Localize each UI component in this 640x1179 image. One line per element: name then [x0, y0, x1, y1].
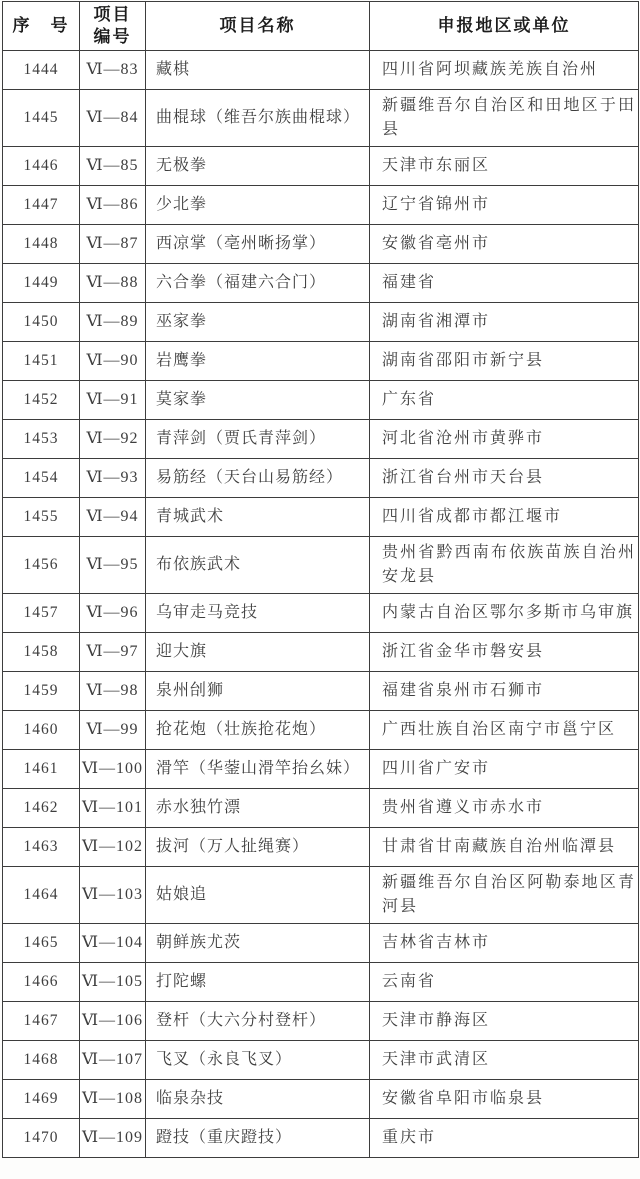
table-row — [3, 1119, 639, 1158]
project-name-cell: 藏棋 — [146, 51, 370, 90]
table-row — [3, 342, 639, 381]
serial-number-cell: 1470 — [3, 1119, 80, 1158]
project-code-cell: Ⅵ—92 — [80, 420, 146, 459]
project-name-cell: 巫家拳 — [146, 303, 370, 342]
declaring-region-cell: 新疆维吾尔自治区和田地区于田县 — [370, 90, 639, 147]
declaring-region-cell: 贵州省黔西南布依族苗族自治州安龙县 — [370, 537, 639, 594]
table-row — [3, 225, 639, 264]
project-name-cell: 青城武术 — [146, 498, 370, 537]
serial-number-cell: 1461 — [3, 750, 80, 789]
serial-number-cell: 1450 — [3, 303, 80, 342]
declaring-region-cell: 河北省沧州市黄骅市 — [370, 420, 639, 459]
declaring-region-cell: 福建省泉州市石狮市 — [370, 672, 639, 711]
project-name-cell: 姑娘追 — [146, 867, 370, 924]
declaring-region-cell: 四川省广安市 — [370, 750, 639, 789]
table-row — [3, 420, 639, 459]
project-code-cell: Ⅵ—101 — [80, 789, 146, 828]
project-code-cell: Ⅵ—109 — [80, 1119, 146, 1158]
serial-number-cell: 1449 — [3, 264, 80, 303]
declaring-region-cell: 湖南省湘潭市 — [370, 303, 639, 342]
project-name-cell: 打陀螺 — [146, 963, 370, 1002]
project-name-cell: 西凉掌（亳州晰扬掌） — [146, 225, 370, 264]
table-row — [3, 750, 639, 789]
project-code-cell: Ⅵ—94 — [80, 498, 146, 537]
table-row — [3, 51, 639, 90]
table-row — [3, 1080, 639, 1119]
heritage-list-table — [2, 1, 639, 1158]
project-code-cell: Ⅵ—93 — [80, 459, 146, 498]
project-name-cell: 无极拳 — [146, 147, 370, 186]
project-name-cell: 布依族武术 — [146, 537, 370, 594]
declaring-region-cell: 吉林省吉林市 — [370, 924, 639, 963]
declaring-region-cell: 重庆市 — [370, 1119, 639, 1158]
declaring-region-cell: 甘肃省甘南藏族自治州临潭县 — [370, 828, 639, 867]
serial-number-cell: 1466 — [3, 963, 80, 1002]
table-row — [3, 789, 639, 828]
table-row — [3, 924, 639, 963]
declaring-region-cell: 新疆维吾尔自治区阿勒泰地区青河县 — [370, 867, 639, 924]
table-row — [3, 498, 639, 537]
project-code-cell: Ⅵ—108 — [80, 1080, 146, 1119]
serial-number-cell: 1469 — [3, 1080, 80, 1119]
table-row — [3, 264, 639, 303]
declaring-region-cell: 四川省成都市都江堰市 — [370, 498, 639, 537]
serial-number-cell: 1452 — [3, 381, 80, 420]
table-row — [3, 1041, 639, 1080]
table-row — [3, 963, 639, 1002]
project-name-cell: 临泉杂技 — [146, 1080, 370, 1119]
declaring-region-cell: 内蒙古自治区鄂尔多斯市乌审旗 — [370, 594, 639, 633]
project-code-cell: Ⅵ—91 — [80, 381, 146, 420]
project-code-cell: Ⅵ—95 — [80, 537, 146, 594]
declaring-region-cell: 浙江省台州市天台县 — [370, 459, 639, 498]
serial-number-cell: 1444 — [3, 51, 80, 90]
serial-number-cell: 1467 — [3, 1002, 80, 1041]
table-row — [3, 672, 639, 711]
serial-number-cell: 1457 — [3, 594, 80, 633]
project-code-cell: Ⅵ—96 — [80, 594, 146, 633]
project-name-cell: 蹬技（重庆蹬技） — [146, 1119, 370, 1158]
table-row — [3, 711, 639, 750]
table-row — [3, 867, 639, 924]
declaring-region-cell: 浙江省金华市磐安县 — [370, 633, 639, 672]
serial-number-cell: 1460 — [3, 711, 80, 750]
table-row — [3, 828, 639, 867]
serial-number-cell: 1448 — [3, 225, 80, 264]
project-name-cell: 易筋经（天台山易筋经） — [146, 459, 370, 498]
column-header-project-code: 项目编号 — [80, 2, 146, 51]
declaring-region-cell: 辽宁省锦州市 — [370, 186, 639, 225]
project-name-cell: 莫家拳 — [146, 381, 370, 420]
project-name-cell: 少北拳 — [146, 186, 370, 225]
serial-number-cell: 1454 — [3, 459, 80, 498]
declaring-region-cell: 安徽省阜阳市临泉县 — [370, 1080, 639, 1119]
project-name-cell: 岩鹰拳 — [146, 342, 370, 381]
declaring-region-cell: 云南省 — [370, 963, 639, 1002]
serial-number-cell: 1462 — [3, 789, 80, 828]
declaring-region-cell: 贵州省遵义市赤水市 — [370, 789, 639, 828]
declaring-region-cell: 天津市武清区 — [370, 1041, 639, 1080]
table-row — [3, 147, 639, 186]
project-name-cell: 登杆（大六分村登杆） — [146, 1002, 370, 1041]
column-header-declaring-region: 申报地区或单位 — [370, 2, 639, 51]
project-code-cell: Ⅵ—100 — [80, 750, 146, 789]
project-code-cell: Ⅵ—86 — [80, 186, 146, 225]
project-code-cell: Ⅵ—99 — [80, 711, 146, 750]
table-row — [3, 594, 639, 633]
serial-number-cell: 1446 — [3, 147, 80, 186]
table-row — [3, 633, 639, 672]
project-code-cell: Ⅵ—87 — [80, 225, 146, 264]
project-name-cell: 乌审走马竞技 — [146, 594, 370, 633]
project-code-cell: Ⅵ—107 — [80, 1041, 146, 1080]
declaring-region-cell: 四川省阿坝藏族羌族自治州 — [370, 51, 639, 90]
project-name-cell: 泉州刣狮 — [146, 672, 370, 711]
serial-number-cell: 1465 — [3, 924, 80, 963]
table-body — [3, 51, 639, 1158]
declaring-region-cell: 福建省 — [370, 264, 639, 303]
serial-number-cell: 1464 — [3, 867, 80, 924]
project-name-cell: 曲棍球（维吾尔族曲棍球） — [146, 90, 370, 147]
project-code-cell: Ⅵ—83 — [80, 51, 146, 90]
table-row — [3, 303, 639, 342]
column-header-serial-number: 序 号 — [3, 2, 80, 51]
project-code-cell: Ⅵ—102 — [80, 828, 146, 867]
declaring-region-cell: 广西壮族自治区南宁市邕宁区 — [370, 711, 639, 750]
serial-number-cell: 1447 — [3, 186, 80, 225]
serial-number-cell: 1459 — [3, 672, 80, 711]
project-name-cell: 赤水独竹漂 — [146, 789, 370, 828]
declaring-region-cell: 广东省 — [370, 381, 639, 420]
table-row — [3, 186, 639, 225]
declaring-region-cell: 安徽省亳州市 — [370, 225, 639, 264]
table-row — [3, 537, 639, 594]
table-row — [3, 1002, 639, 1041]
project-code-cell: Ⅵ—97 — [80, 633, 146, 672]
project-code-cell: Ⅵ—98 — [80, 672, 146, 711]
table-row — [3, 90, 639, 147]
project-code-cell: Ⅵ—106 — [80, 1002, 146, 1041]
serial-number-cell: 1455 — [3, 498, 80, 537]
project-code-cell: Ⅵ—88 — [80, 264, 146, 303]
serial-number-cell: 1468 — [3, 1041, 80, 1080]
declaring-region-cell: 天津市静海区 — [370, 1002, 639, 1041]
table-header-row — [3, 2, 639, 51]
serial-number-cell: 1451 — [3, 342, 80, 381]
project-name-cell: 青萍剑（贾氏青萍剑） — [146, 420, 370, 459]
project-name-cell: 朝鲜族尤茨 — [146, 924, 370, 963]
serial-number-cell: 1463 — [3, 828, 80, 867]
table-row — [3, 381, 639, 420]
project-name-cell: 抢花炮（壮族抢花炮） — [146, 711, 370, 750]
project-name-cell: 六合拳（福建六合门） — [146, 264, 370, 303]
project-code-cell: Ⅵ—103 — [80, 867, 146, 924]
table-row — [3, 459, 639, 498]
serial-number-cell: 1456 — [3, 537, 80, 594]
project-code-cell: Ⅵ—84 — [80, 90, 146, 147]
column-header-project-name: 项目名称 — [146, 2, 370, 51]
declaring-region-cell: 湖南省邵阳市新宁县 — [370, 342, 639, 381]
project-name-cell: 拔河（万人扯绳赛） — [146, 828, 370, 867]
project-name-cell: 滑竿（华蓥山滑竿抬幺妹） — [146, 750, 370, 789]
serial-number-cell: 1445 — [3, 90, 80, 147]
project-code-cell: Ⅵ—85 — [80, 147, 146, 186]
serial-number-cell: 1453 — [3, 420, 80, 459]
declaring-region-cell: 天津市东丽区 — [370, 147, 639, 186]
project-name-cell: 飞叉（永良飞叉） — [146, 1041, 370, 1080]
project-code-cell: Ⅵ—104 — [80, 924, 146, 963]
project-name-cell: 迎大旗 — [146, 633, 370, 672]
project-code-cell: Ⅵ—89 — [80, 303, 146, 342]
project-code-cell: Ⅵ—90 — [80, 342, 146, 381]
project-code-cell: Ⅵ—105 — [80, 963, 146, 1002]
serial-number-cell: 1458 — [3, 633, 80, 672]
